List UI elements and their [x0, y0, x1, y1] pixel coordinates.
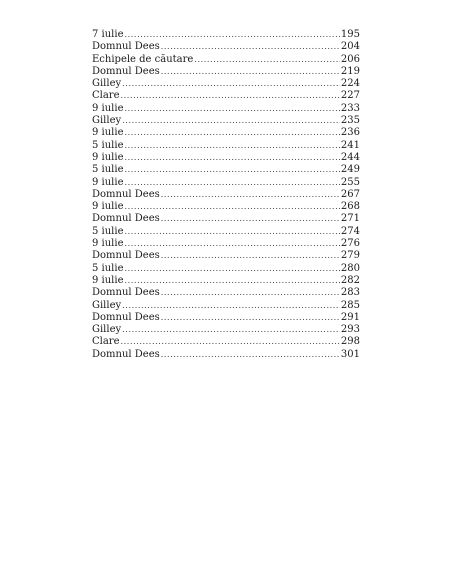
toc-entry-page-number: 233 [340, 102, 360, 114]
dot-leader [161, 41, 340, 53]
toc-entry-title: Gilley [92, 299, 122, 311]
toc-entry [92, 238, 360, 250]
toc-entry-page-number: 298 [340, 336, 360, 348]
toc-entry-title: 9 iulie [92, 201, 124, 213]
toc-entry-title: 5 iulie [92, 262, 124, 274]
toc-entry [92, 29, 360, 41]
toc-entry-page-number: 301 [340, 348, 360, 360]
toc-entry [92, 115, 360, 127]
dot-leader [125, 127, 340, 139]
toc-entry-page-number: 271 [340, 213, 360, 225]
toc-entry-title: Domnul Dees [92, 65, 160, 77]
dot-leader [121, 90, 340, 102]
toc-entry-page-number: 249 [340, 164, 360, 176]
toc-entry-page-number: 283 [340, 287, 360, 299]
toc-entry [92, 78, 360, 90]
toc-entry [92, 201, 360, 213]
toc-entry [92, 140, 360, 152]
toc-entry-title: Domnul Dees [92, 250, 160, 262]
toc-entry-title: 9 iulie [92, 102, 124, 114]
toc-entry-title: 5 iulie [92, 139, 124, 151]
dot-leader [125, 164, 340, 176]
toc-entry [92, 324, 360, 336]
toc-entry-title: 9 iulie [92, 176, 124, 188]
toc-entry-title: 9 iulie [92, 238, 124, 250]
toc-entry-title: Domnul Dees [92, 287, 160, 299]
toc-entry-page-number: 206 [340, 53, 360, 65]
dot-leader [125, 275, 340, 287]
dot-leader [161, 189, 340, 201]
dot-leader [125, 103, 340, 115]
dot-leader [122, 324, 340, 336]
toc-entry [92, 90, 360, 102]
toc-entry-title: 9 iulie [92, 127, 124, 139]
toc-entry [92, 300, 360, 312]
dot-leader [161, 349, 340, 361]
toc-entry-title: Domnul Dees [92, 311, 160, 323]
toc-entry-title: Clare [92, 90, 120, 102]
dot-leader [161, 250, 340, 262]
toc-entry-page-number: 291 [340, 311, 360, 323]
toc-entry [92, 250, 360, 262]
toc-entry-title: 9 iulie [92, 274, 124, 286]
toc-entry [92, 152, 360, 164]
toc-entry [92, 263, 360, 275]
dot-leader [161, 287, 340, 299]
toc-entry-page-number: 219 [340, 65, 360, 77]
dot-leader [122, 300, 340, 312]
toc-entry-page-number: 279 [340, 250, 360, 262]
toc-entry [92, 66, 360, 78]
toc-entry-title: Clare [92, 336, 120, 348]
toc-entry-page-number: 195 [340, 29, 360, 40]
toc-entry-page-number: 227 [340, 90, 360, 102]
toc-entry-title: Gilley [92, 324, 122, 336]
toc-entry [92, 103, 360, 115]
toc-entry [92, 336, 360, 348]
dot-leader [125, 201, 340, 213]
toc-entry-page-number: 244 [340, 151, 360, 163]
toc-entry-page-number: 224 [340, 78, 360, 90]
toc-entry-page-number: 255 [340, 176, 360, 188]
toc-entry-page-number: 267 [340, 188, 360, 200]
dot-leader [125, 152, 340, 164]
toc-entry-title: Domnul Dees [92, 348, 160, 360]
toc-entry [92, 287, 360, 299]
toc-entry [92, 54, 360, 66]
toc-entry [92, 226, 360, 238]
toc-entry [92, 177, 360, 189]
dot-leader [194, 54, 340, 66]
toc-entry-page-number: 268 [340, 201, 360, 213]
table-of-contents [92, 29, 360, 361]
toc-entry-page-number: 276 [340, 238, 360, 250]
toc-entry-title: 7 iulie [92, 29, 124, 40]
dot-leader [121, 336, 340, 348]
dot-leader [125, 140, 340, 152]
toc-entry [92, 312, 360, 324]
dot-leader [122, 78, 340, 90]
toc-entry-page-number: 204 [340, 41, 360, 53]
toc-entry-title: Domnul Dees [92, 188, 160, 200]
dot-leader [125, 226, 340, 238]
toc-entry-title: 5 iulie [92, 225, 124, 237]
toc-entry-page-number: 293 [340, 324, 360, 336]
dot-leader [161, 312, 340, 324]
toc-entry-page-number: 280 [340, 262, 360, 274]
dot-leader [125, 177, 340, 189]
dot-leader [125, 238, 340, 250]
toc-entry [92, 213, 360, 225]
toc-entry [92, 349, 360, 361]
toc-entry [92, 164, 360, 176]
toc-entry-title: Echipele de căutare [92, 53, 194, 65]
toc-entry-title: Gilley [92, 78, 122, 90]
toc-entry-title: Gilley [92, 115, 122, 127]
toc-entry-page-number: 236 [340, 127, 360, 139]
toc-entry-title: 9 iulie [92, 151, 124, 163]
toc-entry-page-number: 274 [340, 225, 360, 237]
dot-leader [161, 66, 340, 78]
dot-leader [161, 213, 340, 225]
dot-leader [122, 115, 340, 127]
toc-entry-title: Domnul Dees [92, 213, 160, 225]
toc-entry [92, 41, 360, 53]
dot-leader [125, 263, 340, 275]
toc-entry-title: Domnul Dees [92, 41, 160, 53]
toc-entry [92, 127, 360, 139]
toc-entry-page-number: 241 [340, 139, 360, 151]
toc-entry-page-number: 282 [340, 274, 360, 286]
toc-entry-page-number: 285 [340, 299, 360, 311]
toc-entry-page-number: 235 [340, 115, 360, 127]
toc-entry [92, 189, 360, 201]
toc-entry-title: 5 iulie [92, 164, 124, 176]
toc-entry [92, 275, 360, 287]
dot-leader [125, 29, 340, 41]
